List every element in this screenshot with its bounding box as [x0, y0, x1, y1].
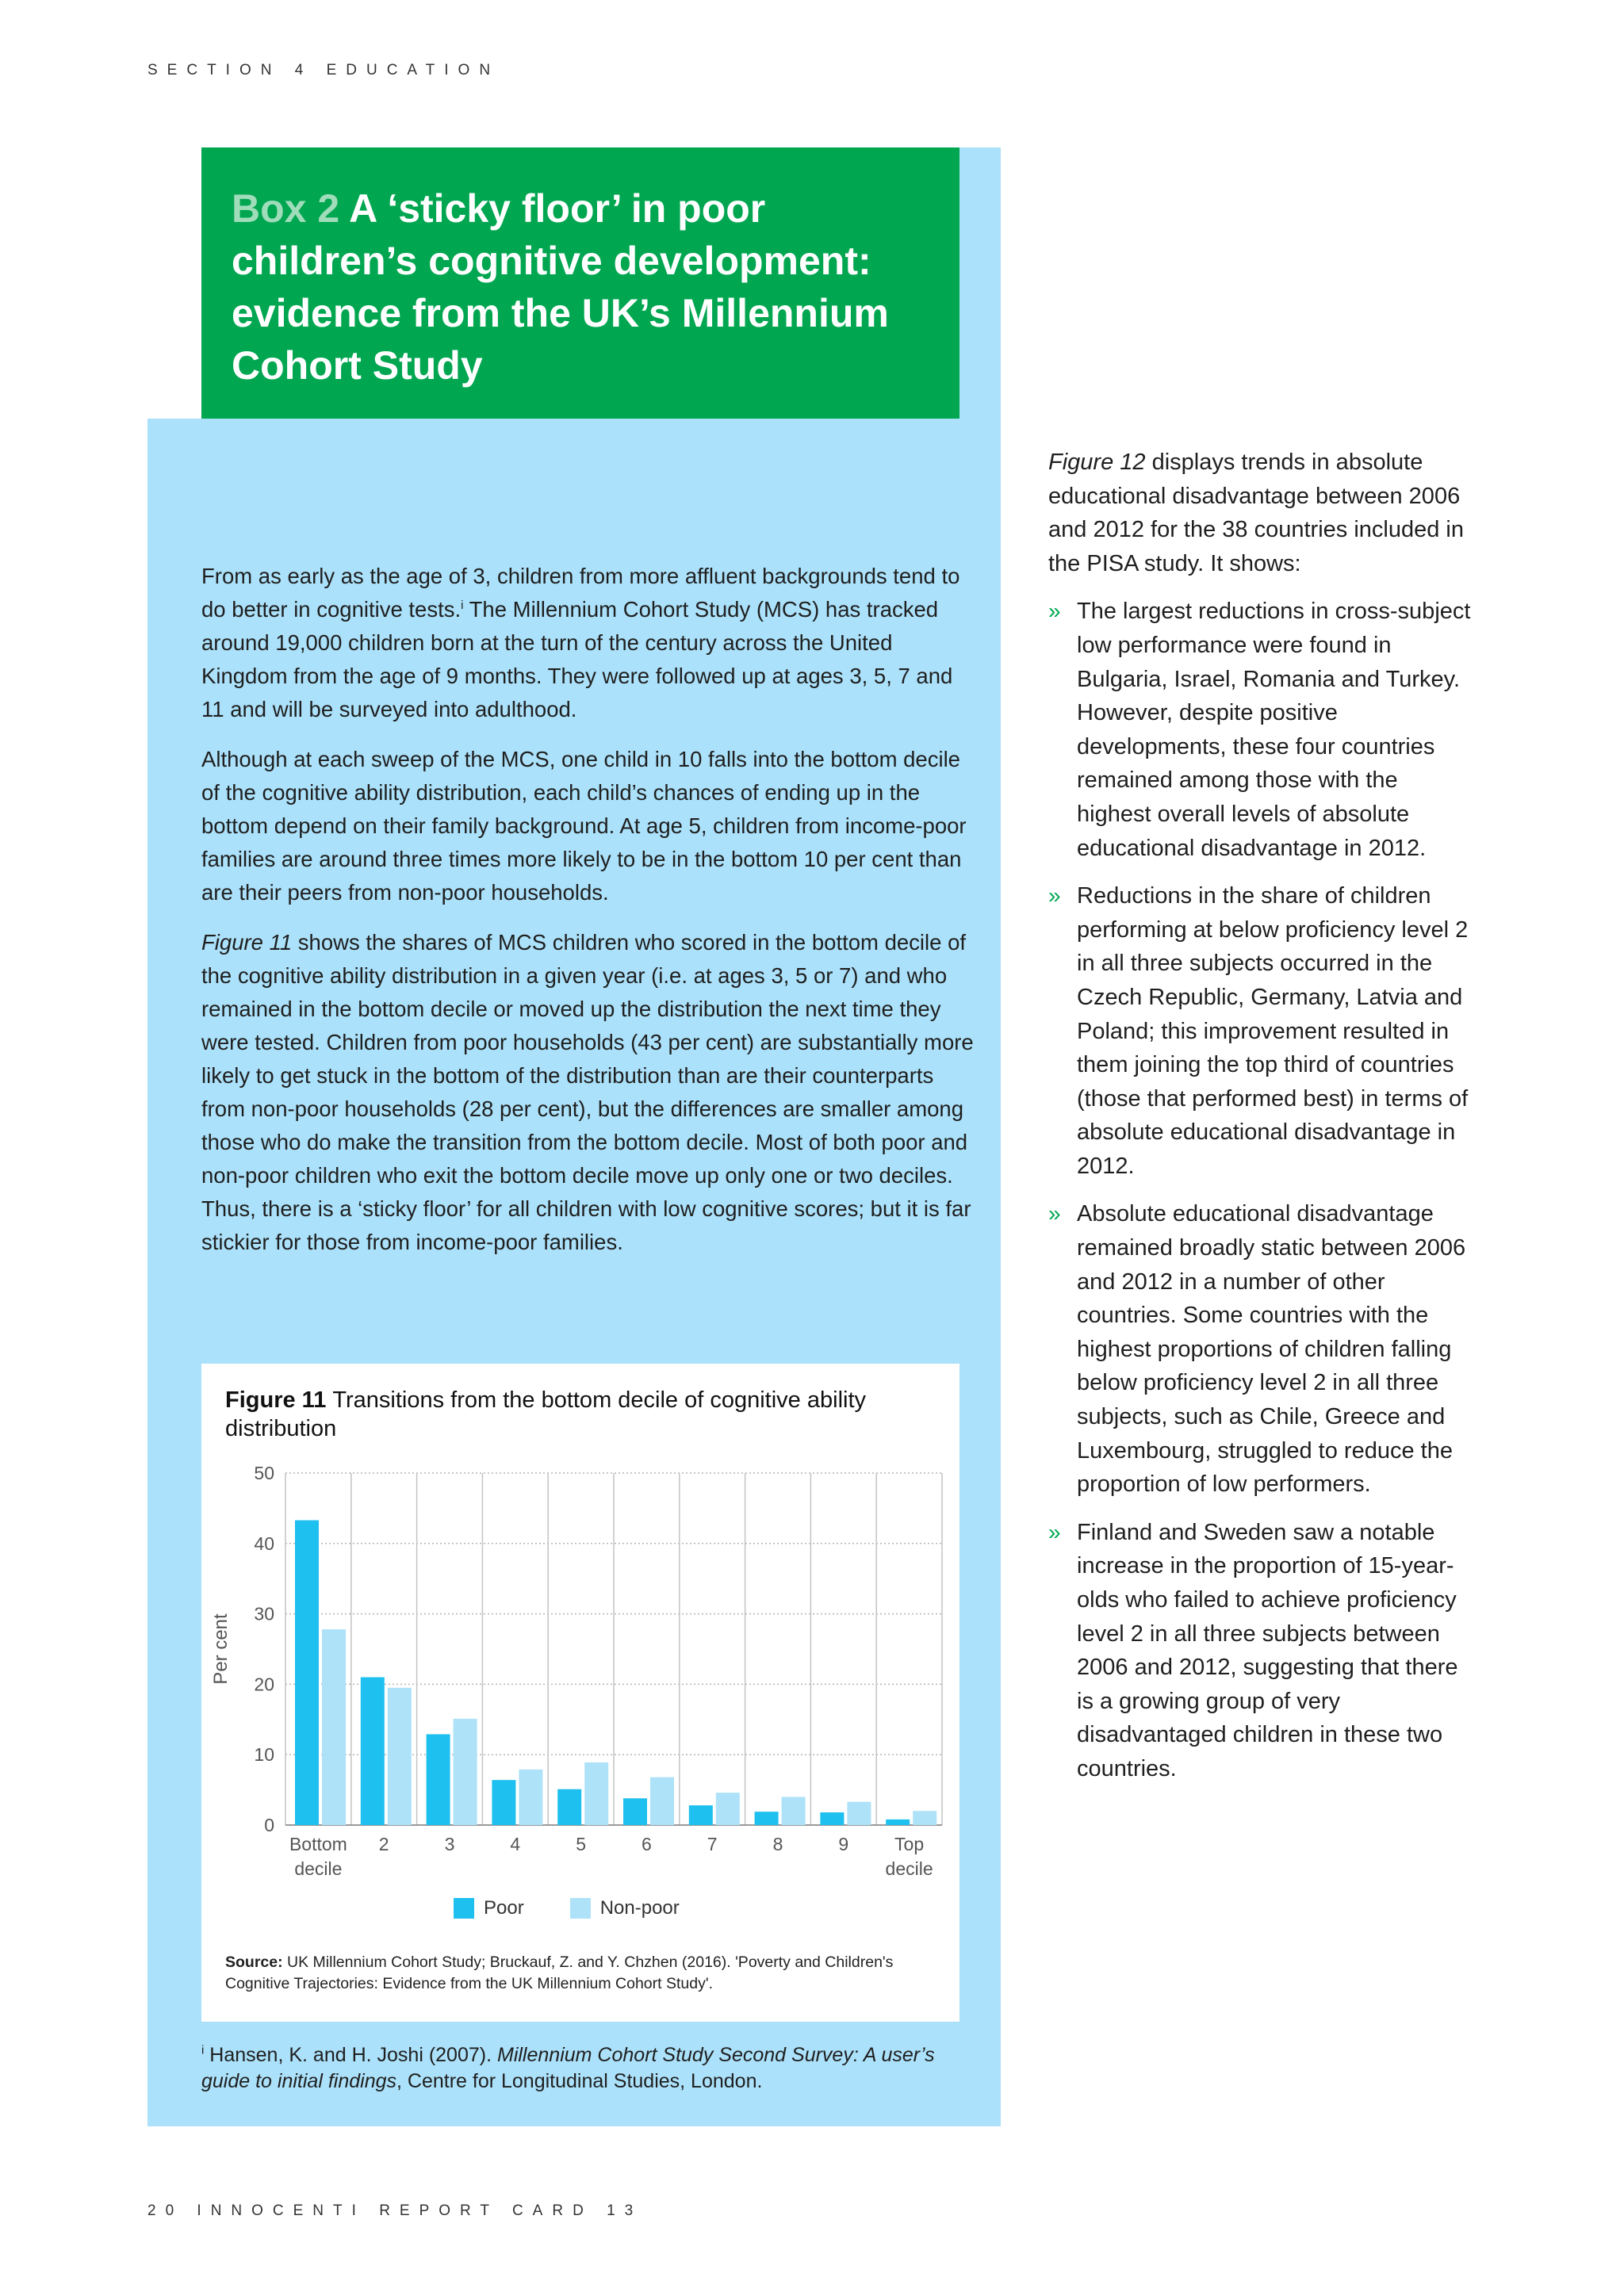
legend-item-poor	[454, 1897, 524, 1919]
bar-poor	[689, 1805, 713, 1825]
paragraph-3-rest: shows the shares of MCS children who scored in the bottom decile of the cognitive ability distribution in a given year (i.e. at ages 3, 5 or 7) and who remained in the bottom decile or moved up the distribution the next time they were tested. Children from poor households (43 per cent) are substantially more likely to get stuck in the bottom of the distribution than are their counterparts from non-poor households (28 per cent), but the differences are smaller among those who do make the transition from the bottom decile. Most of both poor and non-poor children who exit the bottom decile move up only one or two deciles. Thus, there is a ‘sticky floor’ for all children with low cognitive scores; but it is far stickier for those from income-poor families.	[201, 930, 974, 1254]
bar-poor	[820, 1812, 844, 1825]
x-tick-label: 6	[642, 1834, 652, 1854]
y-axis-label: Per cent	[210, 1613, 232, 1685]
y-tick-label: 20	[254, 1674, 274, 1695]
x-tick-label: 4	[510, 1834, 521, 1854]
figure-source	[225, 1952, 939, 1995]
paragraph-1-b: The Millennium Cohort Study (MCS) has tracked around 19,000 children born at the turn of the century across the United Kingdom from the age of 9 months. They were followed up at ages 3, 5, 7 and 11 and will be surveyed into adulthood.	[201, 597, 953, 721]
chevron-bullet-icon: »	[1048, 1201, 1061, 1226]
legend-item-non-poor	[570, 1897, 680, 1919]
bullet-item	[1048, 879, 1477, 1183]
bar-non-poor	[913, 1811, 936, 1825]
bar-non-poor	[454, 1719, 477, 1825]
source-text: UK Millennium Cohort Study; Bruckauf, Z. and Y. Chzhen (2016). 'Poverty and Children's Cognitive Trajectories: Evidence from the UK Millennium Cohort Study'.	[225, 1954, 894, 1992]
bar-poor	[886, 1820, 910, 1825]
chevron-bullet-icon: »	[1048, 1519, 1061, 1544]
box-label: Box 2	[232, 186, 340, 231]
figure-title-text: Transitions from the bottom decile of cognitive ability distribution	[225, 1387, 867, 1441]
y-tick-label: 40	[254, 1533, 274, 1554]
bar-poor	[755, 1812, 779, 1825]
bullet-text: Finland and Sweden saw a notable increase in the proportion of 15-year-olds who failed to achieve proficiency level 2 in all three subjects between 2006 and 2012, suggesting that there is a growing group of very disadvantaged children in these two countries.	[1077, 1519, 1458, 1781]
figure-label: Figure 11	[225, 1387, 327, 1413]
x-tick-label: 3	[444, 1834, 455, 1854]
chevron-bullet-icon: »	[1048, 599, 1061, 624]
y-tick-label: 50	[254, 1463, 274, 1483]
paragraph-1-a: From as early as the age of 3, children from more affluent backgrounds tend to do better in cognitive tests.	[201, 564, 960, 622]
legend-label-non-poor: Non-poor	[599, 1897, 680, 1919]
bar-poor	[492, 1780, 515, 1825]
bar-non-poor	[650, 1777, 674, 1825]
bar-poor	[295, 1520, 319, 1825]
y-tick-label: 0	[264, 1815, 274, 1835]
x-tick-label: Bottom	[289, 1834, 347, 1854]
box-title-panel	[201, 147, 959, 419]
footnote	[201, 2042, 963, 2095]
bullet-text: The largest reductions in cross-subject low performance were found in Bulgaria, Israel, Romania and Turkey. However, despite positive developments, these four countries remained among those with the highest overall levels of absolute educational disadvantage in 2012.	[1077, 599, 1471, 861]
bullet-text: Reductions in the share of children performing at below proficiency level 2 in all three subjects occurred in the Czech Republic, Germany, Latvia and Poland; this improvement resulted in them joining the top third of countries (those that performed best) in terms of absolute educational disadvantage in 2012.	[1077, 883, 1469, 1179]
bar-non-poor	[716, 1793, 740, 1825]
x-tick-label: Top	[894, 1834, 925, 1854]
x-tick-label: decile	[294, 1858, 343, 1879]
footnote-text-a: Hansen, K. and H. Joshi (2007).	[204, 2044, 497, 2066]
bar-non-poor	[388, 1688, 412, 1825]
footnote-title: Millennium Cohort Study Second Survey: A user’s guide to initial findings	[201, 2044, 935, 2092]
page-footer: 20 INNOCENTI REPORT CARD 13	[147, 2202, 643, 2219]
figure-11	[201, 1364, 959, 2022]
paragraph-1	[201, 560, 979, 726]
chevron-bullet-icon: »	[1048, 883, 1061, 909]
x-tick-label: 8	[772, 1834, 783, 1854]
section-header: SECTION 4 EDUCATION	[147, 62, 500, 78]
x-tick-label: 9	[838, 1834, 849, 1854]
bar-poor	[557, 1789, 581, 1825]
bar-chart	[201, 1364, 959, 1903]
x-tick-label: 5	[576, 1834, 586, 1854]
y-tick-label: 30	[254, 1603, 274, 1624]
chart-legend	[454, 1896, 726, 1920]
source-label: Source:	[225, 1954, 283, 1971]
footnote-ref: i	[461, 598, 464, 612]
legend-swatch-non-poor	[570, 1898, 591, 1919]
bar-non-poor	[322, 1629, 346, 1825]
y-tick-label: 10	[254, 1744, 274, 1766]
box-title: A ‘sticky floor’ in poor children’s cognitive development: evidence from the UK’s Millennium Cohort Study	[232, 186, 889, 388]
legend-swatch-poor	[454, 1898, 474, 1919]
bar-poor	[361, 1678, 385, 1825]
footnote-text-b: , Centre for Longitudinal Studies, London.	[396, 2070, 763, 2092]
bar-non-poor	[519, 1770, 542, 1825]
bullet-item	[1048, 1197, 1477, 1501]
figure-12-ref: Figure 12	[1048, 450, 1146, 475]
bar-poor	[623, 1798, 647, 1825]
figure-11-ref: Figure 11	[201, 930, 293, 955]
paragraph-2: Although at each sweep of the MCS, one child in 10 falls into the bottom decile of the cognitive ability distribution, each child’s chances of ending up in the bottom depend on their family background. At age 5, children from income-poor families are around three times more likely to be in the bottom 10 per cent than are their peers from non-poor households.	[201, 747, 967, 905]
box-body-text	[201, 560, 979, 1276]
box-corner	[147, 147, 201, 419]
paragraph-3	[201, 926, 979, 1259]
bar-non-poor	[782, 1797, 806, 1825]
bullet-item	[1048, 1516, 1477, 1786]
right-intro-rest: displays trends in absolute educational disadvantage between 2006 and 2012 for the 38 countries included in the PISA study. It shows:	[1048, 450, 1464, 576]
right-column	[1048, 446, 1477, 1800]
x-tick-label: 2	[378, 1834, 389, 1854]
bullet-text: Absolute educational disadvantage remained broadly static between 2006 and 2012 in a number of other countries. Some countries with the highest proportions of children falling below proficiency level 2 in all three subjects, such as Chile, Greece and Luxembourg, struggled to reduce the proportion of low performers.	[1077, 1201, 1466, 1498]
legend-label-poor: Poor	[484, 1897, 524, 1919]
bar-non-poor	[584, 1762, 608, 1825]
bullet-item	[1048, 595, 1477, 865]
right-intro	[1048, 446, 1477, 580]
bar-non-poor	[847, 1802, 871, 1825]
footnote-marker: i	[201, 2043, 205, 2057]
x-tick-label: decile	[885, 1858, 933, 1879]
bar-poor	[427, 1734, 450, 1825]
x-tick-label: 7	[707, 1834, 718, 1854]
